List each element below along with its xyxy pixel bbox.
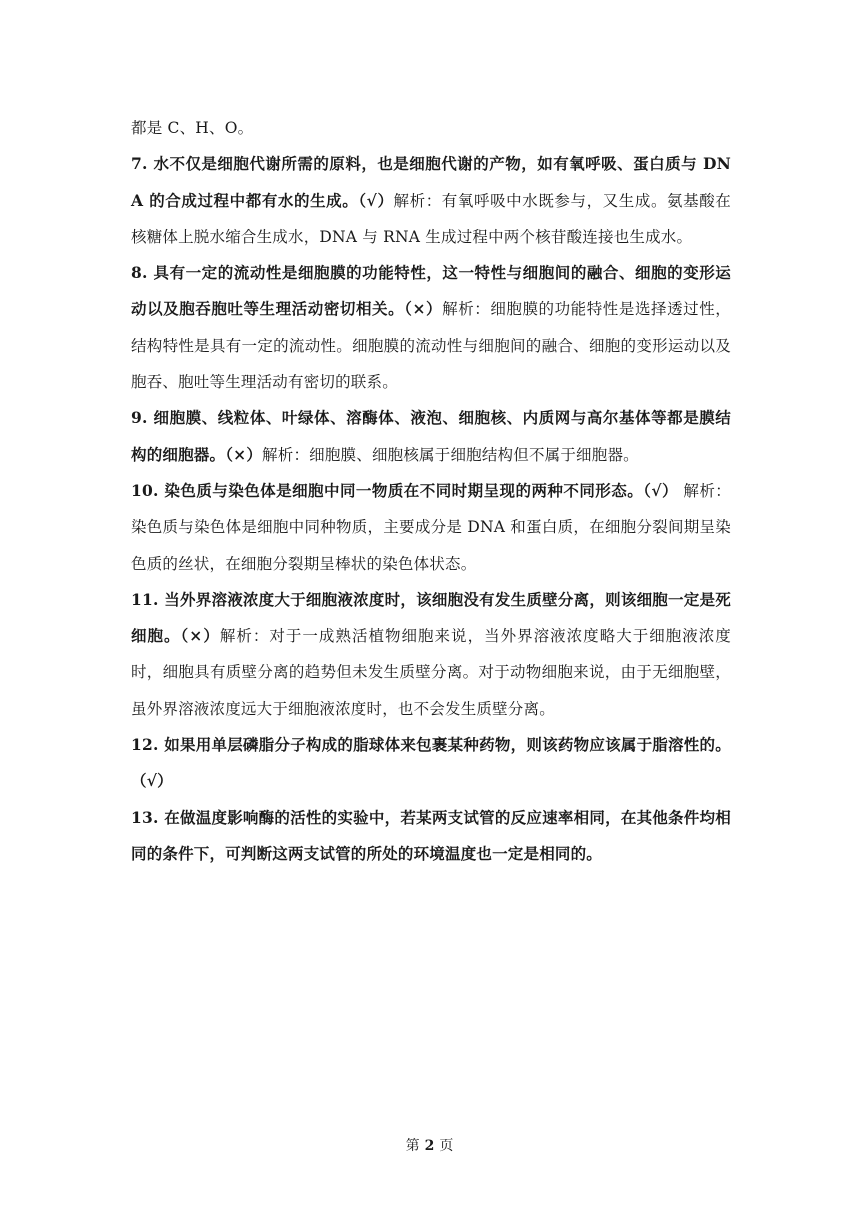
question-9: 9. 细胞膜、线粒体、叶绿体、溶酶体、液泡、细胞核、内质网与高尔基体等都是膜结构的细胞器。（×）: [131, 408, 731, 464]
paragraph-6-tail: [131, 110, 731, 146]
paragraph-8: [131, 255, 731, 400]
question-10: 10. 染色质与染色体是细胞中同一物质在不同时期呈现的两种不同形态。（√）: [131, 480, 678, 500]
paragraph-12: [131, 727, 731, 800]
answer-9: 解析：细胞膜、细胞核属于细胞结构但不属于细胞器。: [262, 445, 639, 464]
question-8: 8. 具有一定的流动性是细胞膜的功能特性，这一特性与细胞间的融合、细胞的变形运动以及胞吞胞吐等生理活动密切相关。（×）: [131, 263, 731, 319]
paragraph-13: [131, 800, 731, 873]
paragraph-11: [131, 582, 731, 727]
answer-11: 解析：对于一成熟活植物细胞来说，当外界溶液浓度略大于细胞液浓度时，细胞具有质壁分离的趋势但未发生质壁分离。对于动物细胞来说，由于无细胞壁，虽外界溶液浓度远大于细胞液浓度时，也不会发生质壁分离。: [131, 627, 731, 718]
paragraph-9: [131, 400, 731, 473]
answer-10: 解析：染色质与染色体是细胞中同种物质，主要成分是 DNA 和蛋白质，在细胞分裂间期呈染色质的丝状，在细胞分裂期呈棒状的染色体状态。: [131, 481, 732, 573]
question-11: 11. 当外界溶液浓度大于细胞液浓度时，该细胞没有发生质壁分离，则该细胞一定是死细胞。（×）: [131, 589, 731, 646]
answer-8: 解析：细胞膜的功能特性是选择透过性，结构特性是具有一定的流动性。细胞膜的流动性与细胞间的融合、细胞的变形运动以及胞吞、胞吐等生理活动有密切的联系。: [131, 300, 731, 392]
page-footer: [0, 1135, 860, 1155]
question-7: 7. 水不仅是细胞代谢所需的原料，也是细胞代谢的产物，如有氧呼吸、蛋白质与 DNA 的合成过程中都有水的生成。（√）: [131, 154, 731, 210]
paragraph-10: [131, 473, 731, 582]
question-13: 13. 在做温度影响酶的活性的实验中，若某两支试管的反应速率相同，在其他条件均相同的条件下，可判断这两支试管的所处的环境温度也一定是相同的。: [131, 807, 731, 863]
paragraph-6-answer: 都是 C、H、O。: [131, 119, 254, 137]
paragraph-7: [131, 146, 731, 255]
answer-7: 解析：有氧呼吸中水既参与，又生成。氨基酸在核糖体上脱水缩合生成水，DNA 与 RNA 生成过程中两个核苷酸连接也生成水。: [131, 191, 731, 246]
page-number: 2: [424, 1138, 436, 1154]
question-12: 12. 如果用单层磷脂分子构成的脂球体来包裹某种药物，则该药物应该属于脂溶性的。（√）: [131, 735, 731, 791]
footer-suffix: 页: [439, 1138, 455, 1154]
page-content: [131, 110, 731, 872]
footer-prefix: 第: [405, 1138, 421, 1154]
